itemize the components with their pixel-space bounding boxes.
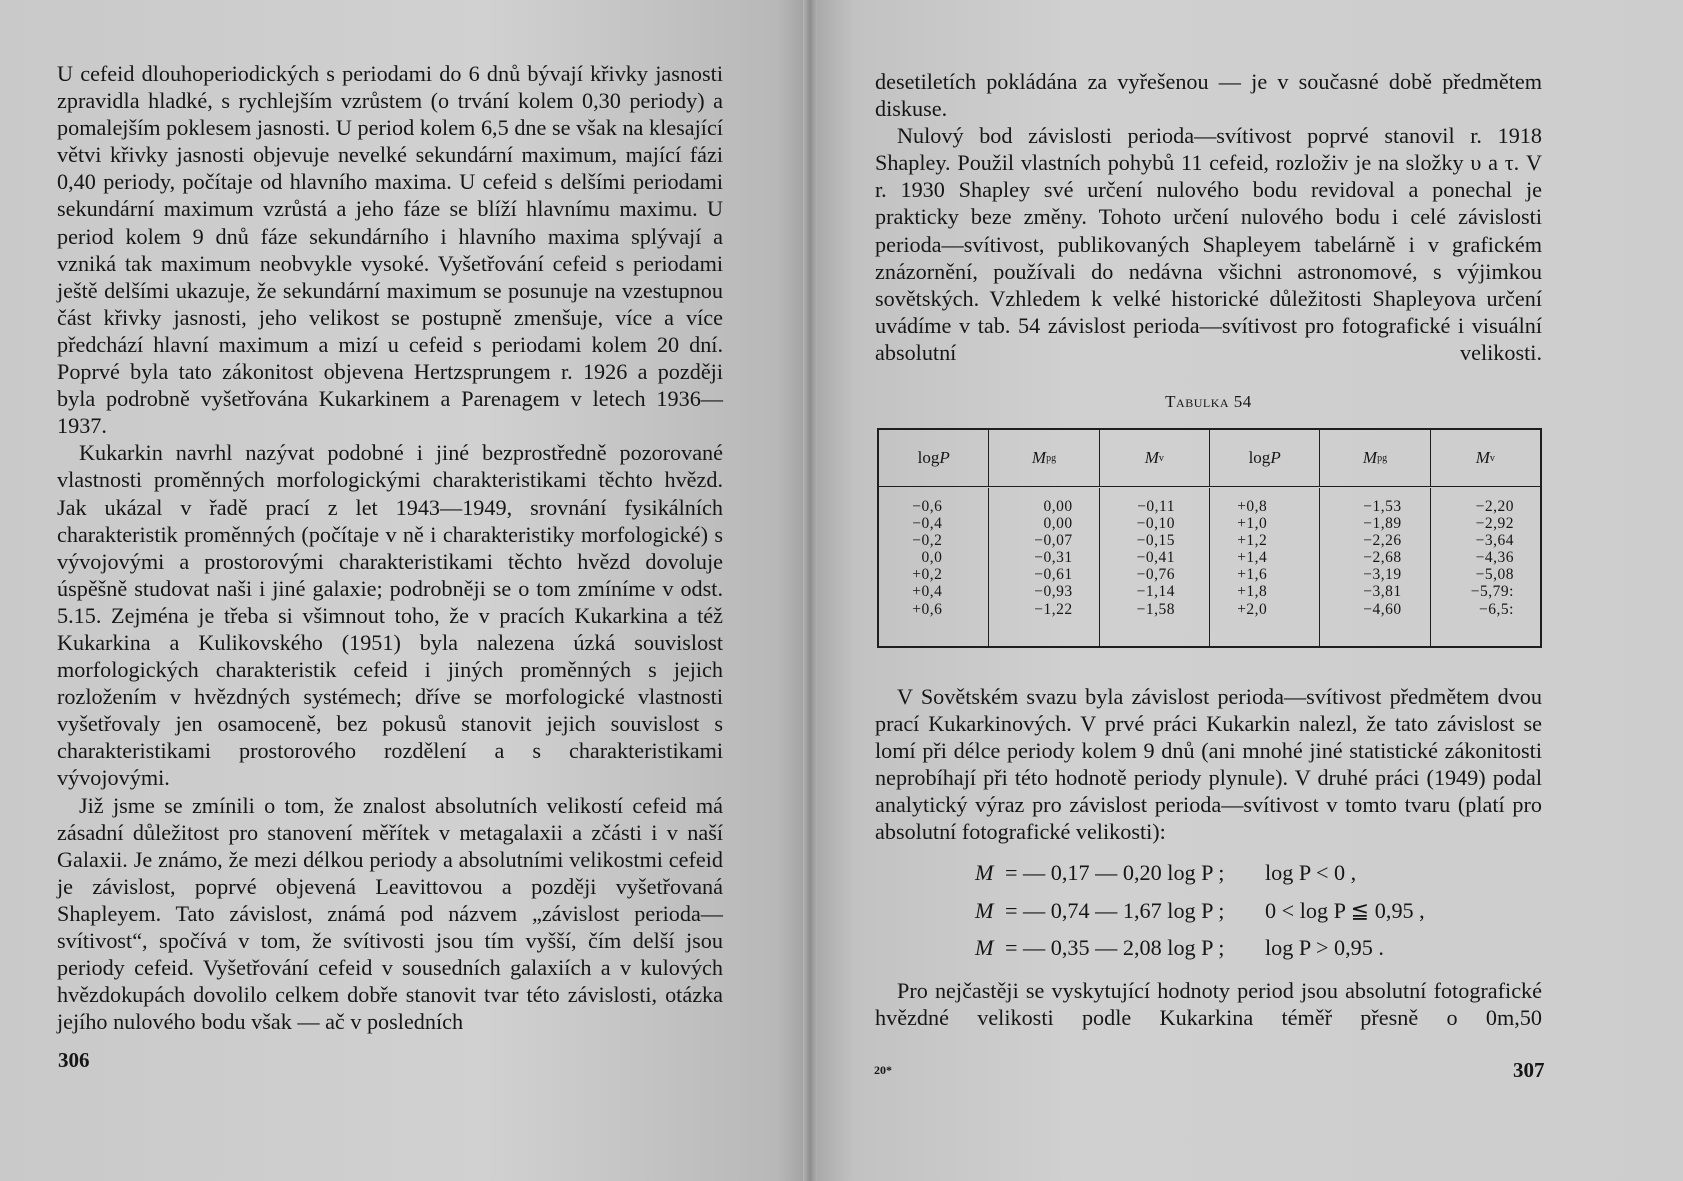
table-column <box>1431 488 1540 646</box>
formula-expression: = — 0,74 — 1,67 log P ; <box>1005 898 1225 923</box>
table-cell: +0,8 <box>1237 498 1268 515</box>
table-cell: +0,4 <box>912 583 943 601</box>
formula-condition: log P < 0 , <box>1265 860 1357 885</box>
table-cell: −1,58 <box>1136 600 1175 618</box>
formula-expression: = — 0,35 — 2,08 log P ; <box>1005 935 1225 960</box>
table-cell: −0,10 <box>1136 515 1175 533</box>
table-cell: −0,11 <box>1137 498 1175 515</box>
table-cell: −0,4 <box>912 515 943 533</box>
right-page-body-mid <box>875 683 1542 846</box>
formula-lhs: M <box>975 860 994 885</box>
formula-line <box>975 860 1495 890</box>
table-cell: +2,0 <box>1237 600 1268 618</box>
formula-lhs: M <box>975 898 994 923</box>
table-column <box>1210 488 1320 646</box>
paragraph: V Sovětském svazu byla závislost perioda—svítivost předmětem dvou prací Kukarkinových. V prvé práci Kukarkin nalezl, že tato závislost se lomí při délce periody kolem 9 dnů (ani mnohé jiné statistické zákonitosti neprobíhají při této hodnotě periody plynule). V druhé práci (1949) podal analytický výraz pro závislost perioda—svítivost v tomto tvaru (platí pro absolutní fotografické velikosti): <box>875 684 1542 845</box>
table-header-cell: M v <box>1475 448 1495 467</box>
page-number: 307 <box>1513 1058 1545 1082</box>
table-cell: −0,15 <box>1136 532 1175 550</box>
paragraph: Kukarkin navrhl nazývat podobné i jiné bezprostředně pozorované vlastnosti proměnných morfologickými charakteristikami těchto hvězd. Jak ukázal v řadě prací z let 1943—1949, srovnání fysikálních charakteristik proměnných (počítaje v ně i charakteristiky morfologické) s vývojovými a prostorovými charakteristikami těchto hvězd dovoluje úspěšně studovat naši i jiné galaxie; podrobněji se o tom zmíníme v odst. 5.15. Zejména je třeba si všimnout toho, že v pracích Kukarkina a též Kukarkina a Kulikovského (1951) byla nalezena úzká souvislost morfologických charakteristik cefeid i jiných proměnných s jejich rozložením v hvězdných systémech; dříve se morfologické vlastnosti vyšetřovaly jen osamoceně, bez pokusů stanovit jejich souvislost s charakteristikami prostorového rozdělení a s charakteristikami vývojovými. <box>57 440 723 791</box>
formula-line <box>975 898 1495 928</box>
table-column <box>879 488 989 646</box>
table-cell: +0,6 <box>912 600 943 618</box>
table-cell: 0,00 <box>1043 515 1073 533</box>
formula-expression: = — 0,17 — 0,20 log P ; <box>1005 860 1225 885</box>
left-page-body <box>57 60 723 1035</box>
table-cell: −0,6 <box>912 498 943 515</box>
table-header-cell: M v <box>1100 430 1210 486</box>
table-header-cell: M pg <box>989 430 1099 486</box>
table-cell: −1,53 <box>1363 498 1402 515</box>
table-cell: −5,79: <box>1470 583 1514 601</box>
table-cell: −1,22 <box>1034 600 1073 618</box>
right-page-body-top <box>875 68 1542 366</box>
table-column <box>1100 488 1210 646</box>
table-cell: −1,89 <box>1363 515 1402 533</box>
table-header-cell: M pg <box>1320 430 1430 486</box>
table-cell: +1,2 <box>1237 532 1268 550</box>
table-cell: +1,8 <box>1237 583 1268 601</box>
table-caption: Tabulka 54 <box>1165 392 1252 411</box>
signature-mark: 20* <box>874 1063 892 1077</box>
paragraph: Nulový bod závislosti perioda—svítivost poprvé stanovil r. 1918 Shapley. Použil vlastních pohybů 11 cefeid, rozloživ je na složky υ a τ. V r. 1930 Shapley své určení nulového bodu revidoval a ponechal je prakticky beze změny. Tohoto určení nulového bodu i celé závislosti perioda—svítivost, publikovaných Shapleyem tabelárně i v grafickém znázornění, používali do nedávna všichni astronomové, s výjimkou sovětských. Vzhledem k velké historické důležitosti Shapleyova určení uvádíme v tab. 54 závislost perioda—svítivost pro fotografické i visuální absolutní velikosti. <box>875 123 1542 365</box>
table-cell: −6,5: <box>1479 600 1514 618</box>
table-cell: −0,93 <box>1034 583 1073 601</box>
table-cell: +1,4 <box>1237 549 1268 567</box>
formula-condition: 0 < log P ≦ 0,95 , <box>1265 898 1425 923</box>
table-cell: −0,41 <box>1136 549 1175 567</box>
table-cell: −0,61 <box>1034 566 1073 584</box>
table-column <box>1320 488 1430 646</box>
table-header-row <box>879 430 1540 487</box>
table-cell: −4,36 <box>1475 549 1514 567</box>
table-header-cell: log P <box>879 430 989 486</box>
table-cell: −2,68 <box>1363 549 1402 567</box>
table-cell: −2,26 <box>1363 532 1402 550</box>
table-cell: −0,76 <box>1136 566 1175 584</box>
paragraph: desetiletích pokládána za vyřešenou — je v současné době předmětem diskuse. <box>875 69 1542 122</box>
book-gutter <box>803 0 817 1181</box>
table-cell: −4,60 <box>1363 600 1402 618</box>
table-body <box>879 488 1540 646</box>
table-cell: −3,19 <box>1363 566 1402 584</box>
table-cell: −0,2 <box>912 532 943 550</box>
paragraph: U cefeid dlouhoperiodických s periodami do 6 dnů bývají křivky jasnosti zpravidla hladké, s rychlejším vzrůstem (o trvání kolem 0,30 periody) a pomalejším poklesem jasnosti. U period kolem 6,5 dne se však na klesající větvi křivky jasnosti objevuje nevelké sekundární maximum, mající fázi 0,40 periody, počítaje od hlavního maxima. U cefeid s delšími periodami sekundární maximum vzrůstá a jeho fáze se blíží hlavnímu maximu. U period kolem 9 dnů fáze sekundárního i hlavního maxima splývají a vzniká tak maximum neobvykle vysoké. Vyšetřování cefeid s periodami ještě delšími ukazuje, že sekundární maximum se posunuje na vzestupnou část křivky jasnosti, jeho velikost se postupně zmenšuje, více a více předchází hlavní maximum a mizí u cefeid s periodami kolem 20 dní. Poprvé byla tato zákonitost objevena Hertzsprungem r. 1926 a později byla podrobně vyšetřována Kukarkinem a Parenagem v letech 1936—1937. <box>57 61 723 439</box>
data-table <box>877 428 1542 648</box>
table-cell: −2,20 <box>1475 498 1514 515</box>
table-cell: +0,2 <box>912 566 943 584</box>
table-cell: −0,31 <box>1034 549 1073 567</box>
formula-line <box>975 935 1495 965</box>
table-cell: +1,0 <box>1237 515 1268 533</box>
paragraph: Pro nejčastěji se vyskytující hodnoty period jsou absolutní fotografické hvězdné velikosti podle Kukarkina téměř přesně o 0m,50 <box>875 978 1542 1031</box>
table-cell: −3,81 <box>1363 583 1402 601</box>
table-cell: 0,00 <box>1043 498 1073 515</box>
table-column <box>989 488 1099 646</box>
page-number: 306 <box>58 1048 90 1072</box>
paragraph: Již jsme se zmínili o tom, že znalost absolutních velikostí cefeid má zásadní důležitost pro stanovení měřítek v metagalaxii a zčásti i v naší Galaxii. Je známo, že mezi délkou periody a absolutními velikostmi cefeid je závislost, poprvé objevená Leavittovou a později vyšetřovaná Shapleyem. Tato závislost, známá pod názvem „závislost perioda—svítivost“, spočívá v tom, že svítivosti jsou tím vyšší, čím delší jsou periody cefeid. Vyšetřování cefeid v sousedních galaxiích a v kulových hvězdokupách dovolilo celkem dobře stanovit tvar této závislosti, otázka jejího nulového bodu však — ač v posledních <box>57 792 723 1035</box>
table-cell: −1,14 <box>1136 583 1175 601</box>
table-cell: −0,07 <box>1034 532 1073 550</box>
table-cell: +1,6 <box>1237 566 1268 584</box>
table-cell: −2,92 <box>1475 515 1514 533</box>
table-header-cell: log P <box>1210 430 1320 486</box>
table-cell: 0,0 <box>921 549 943 567</box>
formula-lhs: M <box>975 935 994 960</box>
table-cell: −5,08 <box>1475 566 1514 584</box>
formula-condition: log P > 0,95 . <box>1265 935 1384 960</box>
right-page-body-bottom <box>875 977 1542 1031</box>
table-cell: −3,64 <box>1475 532 1514 550</box>
